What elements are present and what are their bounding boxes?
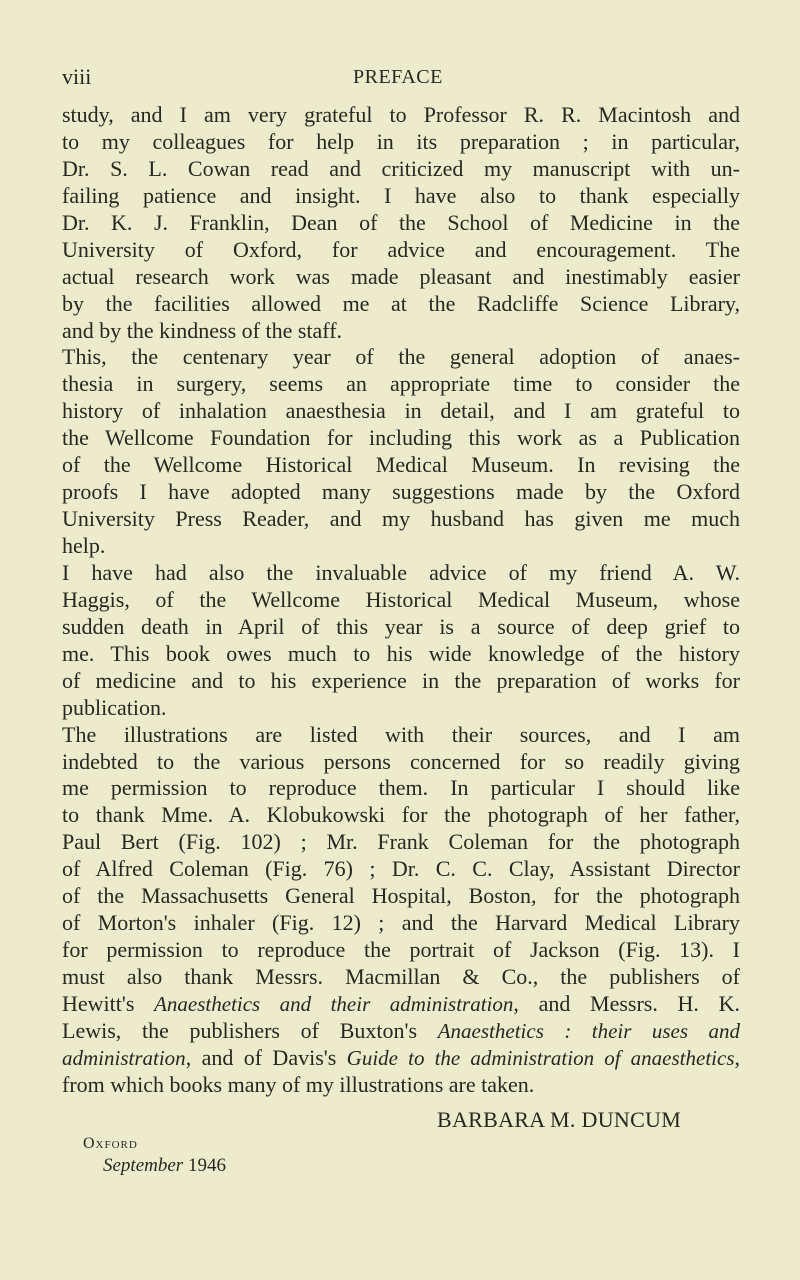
- text-line: [62, 291, 740, 318]
- text-line: [62, 991, 740, 1018]
- text-line: [62, 802, 740, 829]
- text-segment: , and of Davis's: [185, 1044, 347, 1070]
- text-segment: failing patience and insight. I have also to thank especially: [62, 182, 740, 208]
- text-segment: for permission to reproduce the portrait of Jackson (Fig. 13). I: [62, 937, 740, 963]
- text-segment: help.: [62, 533, 106, 558]
- text-segment: indebted to the various persons concerned for so readily giving: [62, 748, 740, 774]
- text-segment: Lewis, the publishers of Buxton's: [62, 1017, 438, 1043]
- text-line: [62, 1045, 740, 1072]
- text-line: [62, 344, 740, 371]
- text-line: [62, 129, 740, 156]
- italic-title: Guide to the administration of anaesthetics: [346, 1045, 735, 1070]
- text-segment: sudden death in April of this year is a source of deep grief to: [62, 613, 740, 639]
- text-segment: , and Messrs. H. K.: [513, 990, 741, 1016]
- text-line: [62, 156, 740, 183]
- text-segment: of medicine and to his experience in the preparation of works for: [62, 667, 740, 693]
- text-segment: thesia in surgery, seems an appropriate time to consider the: [62, 371, 740, 397]
- text-line: [62, 452, 740, 479]
- text-line: [62, 722, 740, 749]
- text-line: [62, 533, 740, 560]
- date-month: September: [103, 1155, 184, 1176]
- text-line: [62, 856, 740, 883]
- text-segment: Haggis, of the Wellcome Historical Medical Museum, whose: [62, 586, 740, 612]
- text-line: [62, 371, 740, 398]
- text-line: [62, 210, 740, 237]
- text-line: [62, 318, 740, 345]
- text-line: [62, 506, 740, 533]
- place: Oxford: [83, 1135, 138, 1152]
- date-year: 1946: [187, 1155, 226, 1176]
- running-header: PREFACE: [353, 66, 443, 88]
- text-line: [62, 183, 740, 210]
- italic-title: administration: [62, 1045, 186, 1070]
- text-segment: of the Wellcome Historical Medical Museum. In revising the: [62, 452, 740, 478]
- text-line: [62, 1018, 740, 1045]
- text-line: [62, 479, 740, 506]
- text-line: [62, 668, 740, 695]
- text-segment: me. This book owes much to his wide knowledge of the history: [62, 640, 740, 666]
- text-segment: I have had also the invaluable advice of my friend A. W.: [62, 559, 740, 585]
- text-line: [62, 641, 740, 668]
- text-line: [62, 883, 740, 910]
- text-segment: University Press Reader, and my husband has given me much: [62, 506, 740, 532]
- text-segment: publication.: [62, 694, 167, 720]
- text-line: [62, 264, 740, 291]
- italic-title: Anaesthetics : their uses and: [437, 1018, 740, 1043]
- text-segment: Dr. S. L. Cowan read and criticized my manuscript with un-: [62, 155, 740, 181]
- text-segment: Hewitt's: [62, 990, 155, 1016]
- text-line: [62, 587, 740, 614]
- page-number: viii: [62, 64, 92, 89]
- text-line: [62, 749, 740, 776]
- text-segment: of Morton's inhaler (Fig. 12) ; and the Harvard Medical Library: [62, 910, 740, 936]
- text-segment: University of Oxford, for advice and encouragement. The: [62, 236, 740, 262]
- text-segment: the Wellcome Foundation for including this work as a Publication: [62, 425, 740, 451]
- text-segment: from which books many of my illustrations are taken.: [62, 1071, 535, 1097]
- text-line: [62, 398, 740, 425]
- text-line: [62, 425, 740, 452]
- text-segment: ,: [734, 1044, 740, 1070]
- text-segment: by the facilities allowed me at the Radcliffe Science Library,: [62, 290, 740, 316]
- text-segment: and by the kindness of the staff.: [62, 317, 343, 343]
- text-line: [62, 560, 740, 587]
- text-segment: Paul Bert (Fig. 102) ; Mr. Frank Coleman for the photograph: [62, 829, 740, 855]
- text-segment: The illustrations are listed with their sources, and I am: [62, 721, 740, 747]
- text-line: [62, 910, 740, 937]
- text-segment: me permission to reproduce them. In particular I should like: [62, 775, 740, 801]
- text-segment: proofs I have adopted many suggestions made by the Oxford: [62, 479, 740, 505]
- preface-body: [62, 102, 740, 1099]
- text-line: [62, 695, 740, 722]
- text-segment: actual research work was made pleasant and inestimably easier: [62, 263, 740, 289]
- text-line: [62, 937, 740, 964]
- date: [103, 1154, 226, 1178]
- text-segment: to thank Mme. A. Klobukowski for the photograph of her father,: [62, 802, 740, 828]
- text-segment: must also thank Messrs. Macmillan & Co., the publishers of: [62, 964, 740, 989]
- text-line: [62, 775, 740, 802]
- text-line: [62, 964, 740, 991]
- text-segment: of the Massachusetts General Hospital, Boston, for the photograph: [62, 883, 740, 909]
- text-line: [62, 1072, 740, 1099]
- text-segment: history of inhalation anaesthesia in detail, and I am grateful to: [62, 398, 740, 424]
- text-line: [62, 614, 740, 641]
- text-segment: of Alfred Coleman (Fig. 76) ; Dr. C. C. Clay, Assistant Director: [62, 856, 740, 882]
- text-line: [62, 829, 740, 856]
- text-line: [62, 102, 740, 129]
- text-line: [62, 237, 740, 264]
- italic-title: Anaesthetics and their administration: [154, 991, 514, 1016]
- text-segment: to my colleagues for help in its preparation ; in particular,: [62, 128, 740, 154]
- author-signature: BARBARA M. DUNCUM: [437, 1107, 682, 1132]
- text-segment: Dr. K. J. Franklin, Dean of the School of Medicine in the: [62, 209, 740, 235]
- text-segment: study, and I am very grateful to Professor R. R. Macintosh and: [62, 102, 740, 127]
- text-segment: This, the centenary year of the general adoption of anaes-: [62, 344, 740, 370]
